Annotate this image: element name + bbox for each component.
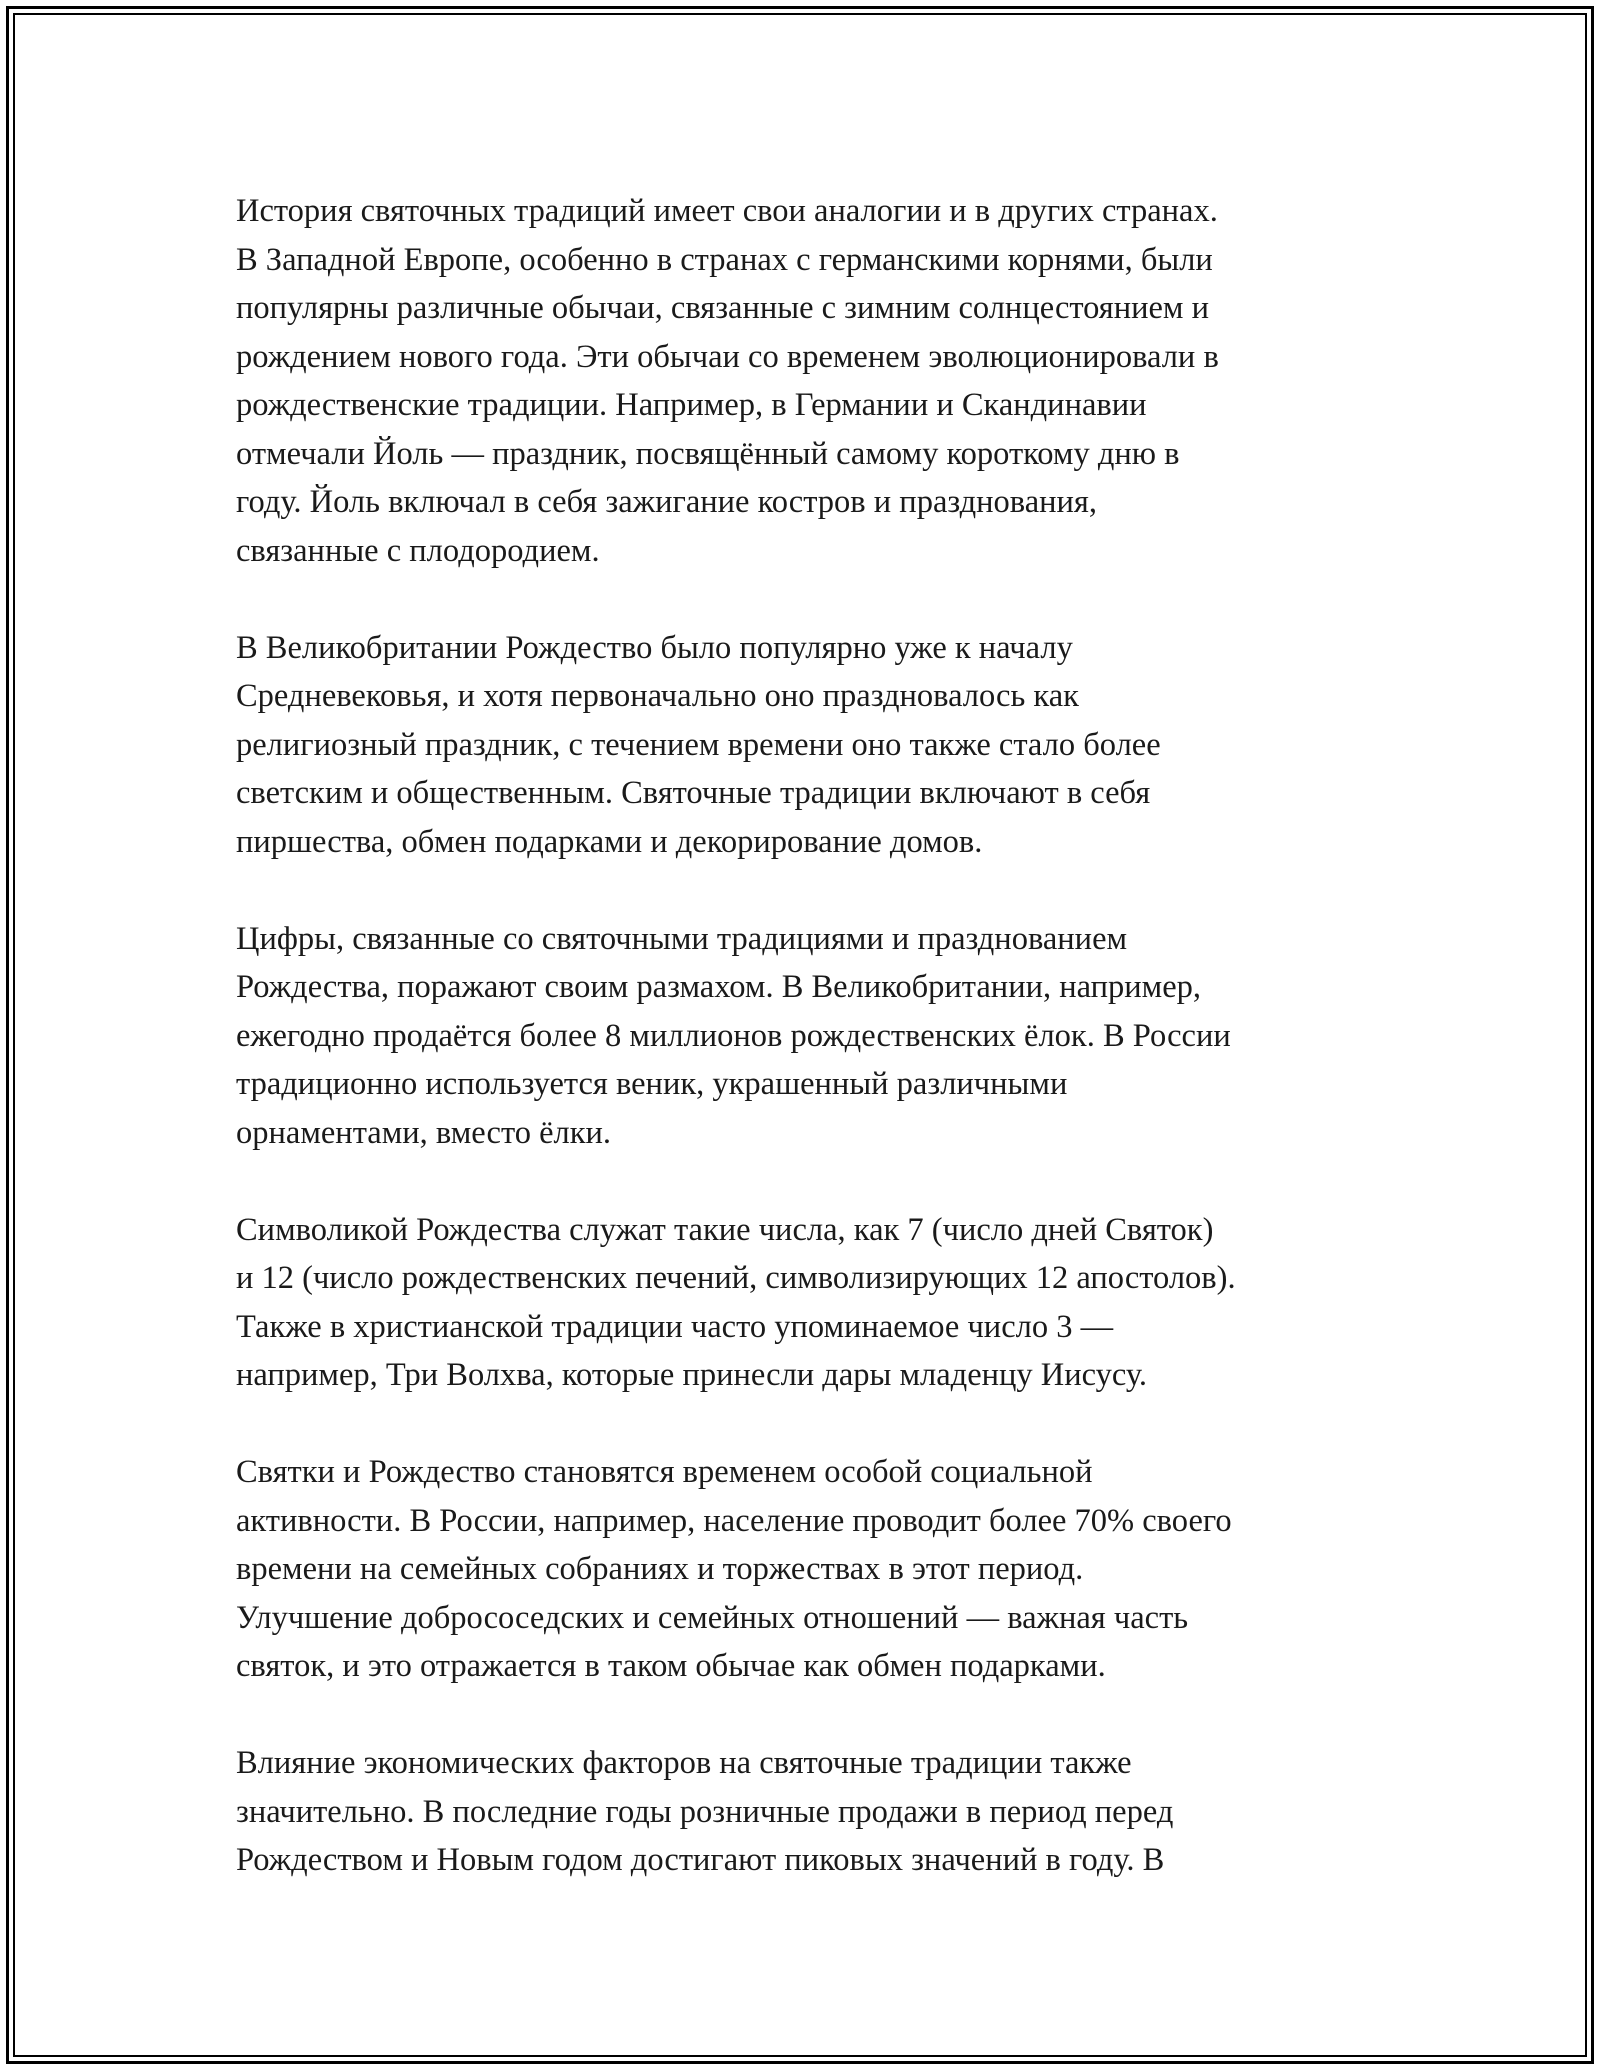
text-line: популярны различные обычаи, связанные с зимним солнцестоянием и (236, 290, 1210, 326)
text-line: Также в христианской традиции часто упоминаемое число 3 — (236, 1308, 1114, 1345)
text-line: Средневековья, и хотя первоначально оно праздновалось как (236, 678, 1079, 714)
text-line: времени на семейных собраниях и торжествах в этот период. (236, 1551, 1084, 1587)
paragraph-5 (236, 1448, 1396, 1691)
text-line: и 12 (число рождественских печений, символизирующих 12 апостолов). (236, 1260, 1236, 1296)
text-line: Символикой Рождества служат такие числа, как 7 (число дней Святок) (236, 1211, 1214, 1248)
text-line: Рождеством и Новым годом достигают пиковых значений в году. В (236, 1842, 1165, 1878)
text-line: году. Йоль включал в себя зажигание костров и празднования, (236, 484, 1097, 520)
paragraph-3 (236, 915, 1396, 1158)
text-line: орнаментами, вместо ёлки. (236, 1114, 612, 1151)
text-line: Рождества, поражают своим размахом. В Великобритании, например, (236, 969, 1202, 1005)
text-line: ежегодно продаётся более 8 миллионов рождественских ёлок. В России (236, 1017, 1231, 1054)
text-line: активности. В России, например, население проводит более 70% своего (236, 1502, 1232, 1539)
text-line: Влияние экономических факторов на святочные традиции также (236, 1745, 1132, 1781)
document-body (236, 187, 1396, 1933)
text-line: значительно. В последние годы розничные продажи в период перед (236, 1793, 1174, 1830)
text-line: пиршества, обмен подарками и декорирование домов. (236, 823, 983, 860)
text-line: религиозный праздник, с течением времени оно также стало более (236, 726, 1161, 763)
text-line: Святки и Рождество становятся временем особой социальной (236, 1454, 1093, 1490)
text-line: Улучшение добрососедских и семейных отношений — важная часть (236, 1599, 1189, 1636)
text-line: рождественские традиции. Например, в Германии и Скандинавии (236, 387, 1147, 423)
text-line: связанные с плодородием. (236, 532, 600, 569)
paragraph-6 (236, 1739, 1396, 1885)
text-line: святок, и это отражается в таком обычае как обмен подарками. (236, 1648, 1106, 1684)
text-line: В Западной Европе, особенно в странах с германскими корнями, были (236, 241, 1213, 278)
paragraph-2 (236, 624, 1396, 867)
paragraph-4 (236, 1206, 1396, 1400)
text-line: например, Три Волхва, которые принесли дары младенцу Иисусу. (236, 1357, 1148, 1393)
text-line: отмечали Йоль — праздник, посвящённый самому короткому дню в (236, 435, 1180, 472)
text-line: История святочных традиций имеет свои аналогии и в других странах. (236, 193, 1218, 229)
text-line: В Великобритании Рождество было популярно уже к началу (236, 629, 1073, 666)
text-line: светским и общественным. Святочные традиции включают в себя (236, 775, 1151, 811)
text-line: рождением нового года. Эти обычаи со временем эволюционировали в (236, 338, 1219, 375)
text-line: Цифры, связанные со святочными традициями и празднованием (236, 920, 1128, 957)
paragraph-1 (236, 187, 1396, 575)
text-line: традиционно используется веник, украшенный различными (236, 1066, 1068, 1102)
